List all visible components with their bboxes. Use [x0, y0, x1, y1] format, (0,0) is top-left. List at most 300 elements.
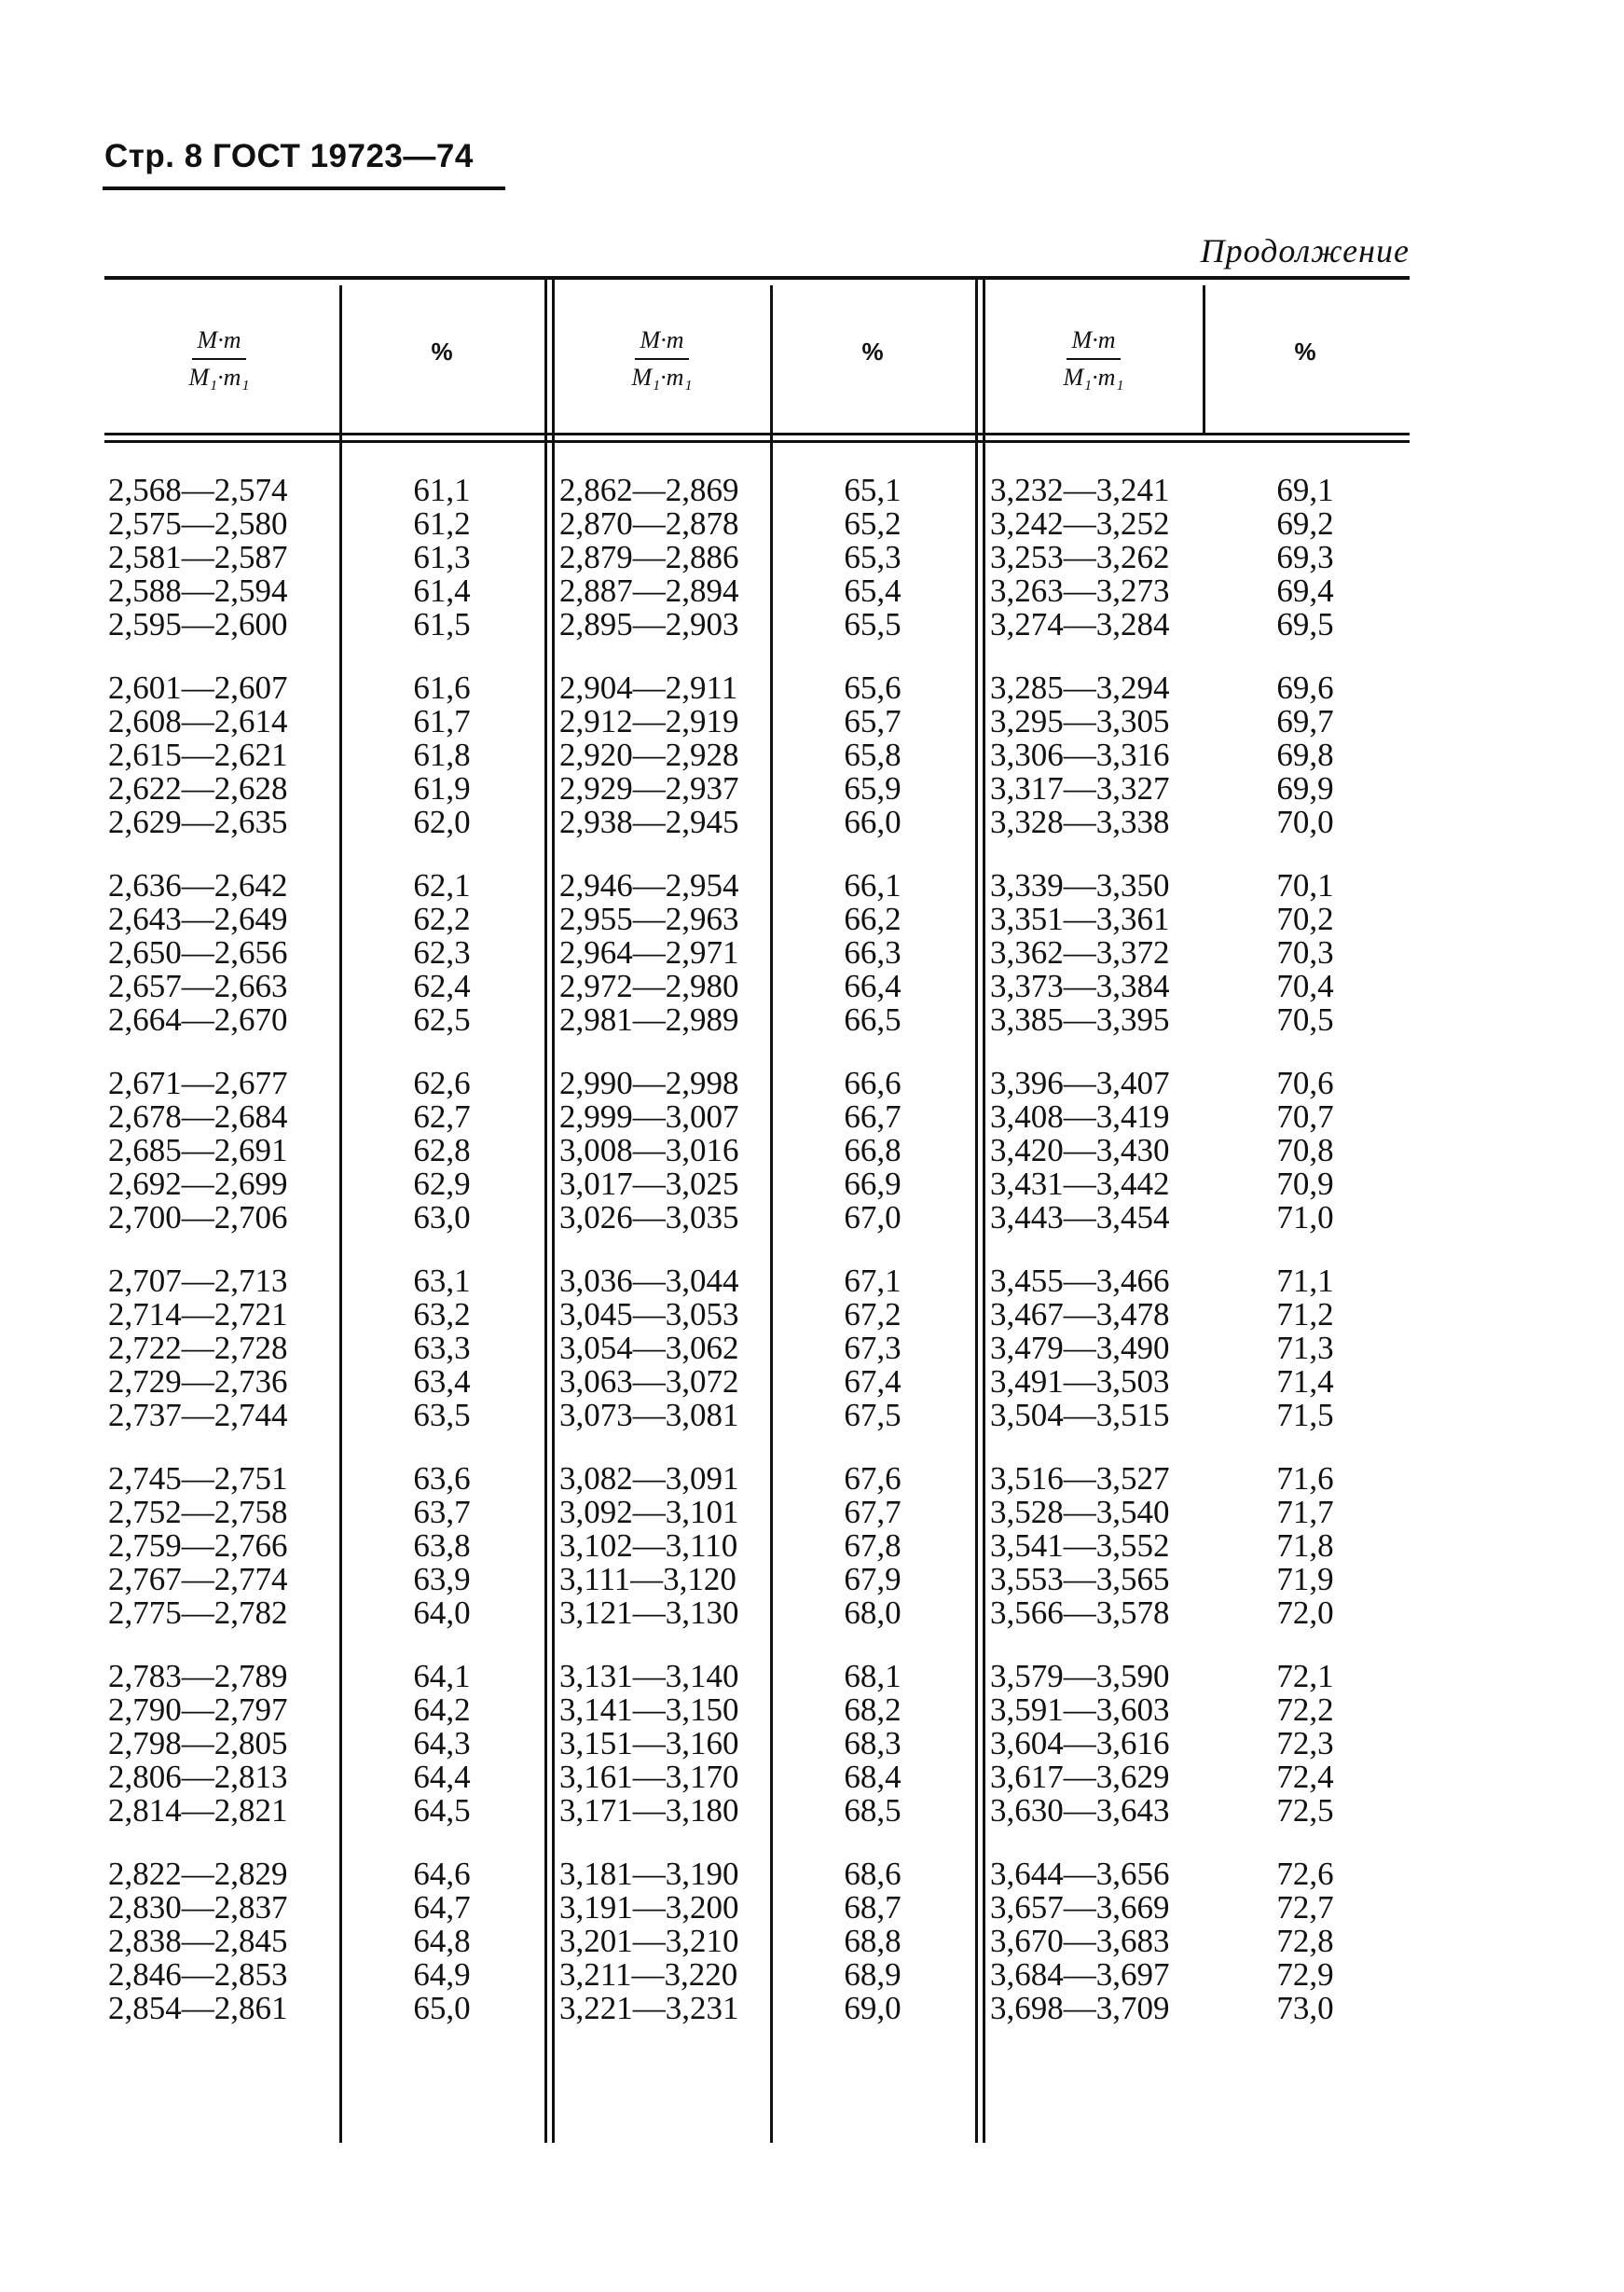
percent-cell: 73,0	[1276, 1990, 1334, 2026]
percent-cell: 67,2	[844, 1296, 901, 1332]
percent-cell: 69,6	[1276, 670, 1334, 706]
percent-cell: 67,7	[844, 1494, 901, 1530]
percent-cell: 62,3	[413, 934, 471, 971]
row-group	[990, 474, 1223, 642]
ratio-denominator: M₁·m₁	[1063, 364, 1124, 391]
row-group	[386, 1264, 498, 1432]
percent-cell: 66,2	[844, 901, 901, 937]
continuation-label: Продолжение	[1200, 232, 1410, 269]
row-group	[386, 1660, 498, 1828]
percent-cell: 65,4	[844, 573, 901, 609]
ratio-range-cell: 3,008—3,016	[559, 1132, 739, 1168]
percent-cell: 72,9	[1276, 1956, 1334, 1993]
ratio-range-cell: 2,678—2,684	[108, 1098, 288, 1135]
header-rule	[103, 186, 505, 190]
row-group	[559, 1660, 792, 1828]
ratio-range-cell: 3,644—3,656	[990, 1856, 1170, 1892]
percent-cell: 61,6	[413, 670, 471, 706]
percent-cell: 68,5	[844, 1792, 901, 1829]
percent-cell: 66,1	[844, 867, 901, 904]
percent-cell: 70,0	[1276, 804, 1334, 840]
ratio-range-cell: 2,830—2,837	[108, 1889, 288, 1926]
percent-cell: 65,5	[844, 606, 901, 642]
percent-cell: 65,8	[844, 737, 901, 773]
ratio-range-cell: 2,745—2,751	[108, 1460, 288, 1497]
row-group	[817, 1264, 929, 1432]
column-header-percent: %	[431, 338, 453, 366]
percent-cell: 67,8	[844, 1527, 901, 1564]
percent-cell: 70,4	[1276, 968, 1334, 1004]
row-group	[559, 1462, 792, 1630]
percent-cell: 61,4	[413, 573, 471, 609]
row-group	[1249, 1264, 1361, 1432]
row-group	[1249, 1067, 1361, 1235]
percent-cell: 69,3	[1276, 539, 1334, 575]
ratio-range-cell: 2,981—2,989	[559, 1001, 739, 1038]
ratio-range-cell: 2,595—2,600	[108, 606, 288, 642]
ratio-numerator: M·m	[192, 326, 247, 360]
ratio-range-cell: 3,479—3,490	[990, 1330, 1170, 1366]
percent-cell: 69,8	[1276, 737, 1334, 773]
ratio-range-cell: 3,054—3,062	[559, 1330, 739, 1366]
ratio-range-cell: 3,516—3,527	[990, 1460, 1170, 1497]
ratio-range-cell: 3,111—3,120	[559, 1561, 736, 1597]
row-group	[990, 1857, 1223, 2025]
header-bottom-rule-double	[104, 440, 1410, 443]
ratio-range-cell: 3,684—3,697	[990, 1956, 1170, 1993]
percent-cell: 63,8	[413, 1527, 471, 1564]
ratio-range-cell: 3,657—3,669	[990, 1889, 1170, 1926]
ratio-range-cell: 3,698—3,709	[990, 1990, 1170, 2026]
percent-cell: 69,7	[1276, 703, 1334, 739]
ratio-range-cell: 2,838—2,845	[108, 1923, 288, 1959]
percent-cell: 66,6	[844, 1065, 901, 1101]
percent-cell: 67,4	[844, 1363, 901, 1400]
percent-cell: 62,4	[413, 968, 471, 1004]
ratio-range-cell: 2,650—2,656	[108, 934, 288, 971]
percent-cell: 68,6	[844, 1856, 901, 1892]
percent-cell: 68,9	[844, 1956, 901, 1993]
percent-column	[386, 474, 498, 2055]
row-group	[817, 1462, 929, 1630]
ratio-range-cell: 2,798—2,805	[108, 1725, 288, 1761]
ratio-range-cell: 2,685—2,691	[108, 1132, 288, 1168]
ratio-range-cell: 2,814—2,821	[108, 1792, 288, 1829]
percent-cell: 72,0	[1276, 1595, 1334, 1631]
ratio-range-cell: 3,373—3,384	[990, 968, 1170, 1004]
percent-cell: 71,6	[1276, 1460, 1334, 1497]
percent-cell: 65,0	[413, 1990, 471, 2026]
percent-cell: 63,2	[413, 1296, 471, 1332]
percent-cell: 63,6	[413, 1460, 471, 1497]
header-bottom-rule	[104, 433, 1410, 435]
ratio-range-cell: 3,274—3,284	[990, 606, 1170, 642]
ratio-range-cell: 3,630—3,643	[990, 1792, 1170, 1829]
percent-cell: 64,9	[413, 1956, 471, 1993]
percent-cell: 68,4	[844, 1759, 901, 1795]
percent-cell: 66,9	[844, 1166, 901, 1202]
ratio-range-cell: 2,601—2,607	[108, 670, 288, 706]
percent-cell: 68,3	[844, 1725, 901, 1761]
ratio-range-cell: 2,946—2,954	[559, 867, 739, 904]
ratio-range-cell: 2,615—2,621	[108, 737, 288, 773]
ratio-range-cell: 2,581—2,587	[108, 539, 288, 575]
percent-cell: 67,3	[844, 1330, 901, 1366]
column-header-percent: %	[1294, 338, 1316, 366]
percent-cell: 67,5	[844, 1397, 901, 1433]
percent-cell: 71,9	[1276, 1561, 1334, 1597]
row-group	[1249, 869, 1361, 1037]
column-divider	[1203, 285, 1205, 435]
row-group	[1249, 1462, 1361, 1630]
ratio-range-cell: 3,141—3,150	[559, 1691, 739, 1728]
percent-cell: 70,8	[1276, 1132, 1334, 1168]
ratio-range-cell: 2,714—2,721	[108, 1296, 288, 1332]
group-divider	[552, 280, 555, 2143]
table-top-rule	[104, 276, 1410, 280]
percent-cell: 72,3	[1276, 1725, 1334, 1761]
ratio-range-cell: 3,102—3,110	[559, 1527, 738, 1564]
percent-cell: 65,6	[844, 670, 901, 706]
ratio-range-cell: 3,420—3,430	[990, 1132, 1170, 1168]
ratio-range-cell: 2,904—2,911	[559, 670, 738, 706]
percent-cell: 65,2	[844, 505, 901, 542]
ratio-range-cell: 2,700—2,706	[108, 1199, 288, 1236]
ratio-range-cell: 3,191—3,200	[559, 1889, 739, 1926]
ratio-range-cell: 2,636—2,642	[108, 867, 288, 904]
ratio-range-cell: 2,955—2,963	[559, 901, 739, 937]
percent-cell: 63,3	[413, 1330, 471, 1366]
percent-cell: 61,1	[413, 472, 471, 508]
ratio-range-cell: 2,990—2,998	[559, 1065, 739, 1101]
ratio-range-cell: 2,806—2,813	[108, 1759, 288, 1795]
ratio-range-cell: 3,253—3,262	[990, 539, 1170, 575]
row-group	[108, 1462, 341, 1630]
row-group	[559, 869, 792, 1037]
row-group	[1249, 1857, 1361, 2025]
ratio-range-cell: 3,201—3,210	[559, 1923, 739, 1959]
percent-cell: 67,0	[844, 1199, 901, 1236]
ratio-range-cell: 3,092—3,101	[559, 1494, 739, 1530]
percent-column	[1249, 474, 1361, 2055]
percent-cell: 61,9	[413, 770, 471, 807]
ratio-range-cell: 2,999—3,007	[559, 1098, 739, 1135]
percent-cell: 70,1	[1276, 867, 1334, 904]
row-group	[386, 1462, 498, 1630]
ratio-range-cell: 3,285—3,294	[990, 670, 1170, 706]
page-header	[104, 138, 474, 175]
row-group	[1249, 1660, 1361, 1828]
percent-cell: 63,7	[413, 1494, 471, 1530]
row-group	[108, 1660, 341, 1828]
ratio-range-cell: 3,491—3,503	[990, 1363, 1170, 1400]
percent-cell: 72,8	[1276, 1923, 1334, 1959]
percent-cell: 69,9	[1276, 770, 1334, 807]
percent-cell: 68,0	[844, 1595, 901, 1631]
ratio-range-cell: 3,171—3,180	[559, 1792, 739, 1829]
row-group	[990, 1462, 1223, 1630]
percent-cell: 62,2	[413, 901, 471, 937]
ratio-range-cell: 3,351—3,361	[990, 901, 1170, 937]
percent-cell: 66,0	[844, 804, 901, 840]
ratio-range-cell: 3,566—3,578	[990, 1595, 1170, 1631]
percent-cell: 61,2	[413, 505, 471, 542]
ratio-denominator: M₁·m₁	[188, 364, 250, 391]
percent-cell: 62,0	[413, 804, 471, 840]
percent-cell: 71,1	[1276, 1263, 1334, 1299]
percent-cell: 64,2	[413, 1691, 471, 1728]
ratio-range-cell: 3,604—3,616	[990, 1725, 1170, 1761]
ratio-range-column	[990, 474, 1223, 2055]
ratio-range-cell: 3,242—3,252	[990, 505, 1170, 542]
ratio-range-cell: 2,775—2,782	[108, 1595, 288, 1631]
ratio-range-cell: 3,528—3,540	[990, 1494, 1170, 1530]
ratio-range-column	[108, 474, 341, 2055]
ratio-range-cell: 2,929—2,937	[559, 770, 739, 807]
percent-cell: 72,4	[1276, 1759, 1334, 1795]
row-group	[559, 671, 792, 839]
percent-cell: 69,5	[1276, 606, 1334, 642]
row-group	[108, 1857, 341, 2025]
ratio-denominator: M₁·m₁	[631, 364, 693, 391]
percent-cell: 72,2	[1276, 1691, 1334, 1728]
percent-cell: 71,8	[1276, 1527, 1334, 1564]
column-header-percent: %	[861, 338, 884, 366]
percent-cell: 62,1	[413, 867, 471, 904]
percent-cell: 71,5	[1276, 1397, 1334, 1433]
ratio-range-cell: 3,181—3,190	[559, 1856, 739, 1892]
ratio-range-cell: 2,920—2,928	[559, 737, 739, 773]
ratio-range-cell: 3,455—3,466	[990, 1263, 1170, 1299]
ratio-range-cell: 2,964—2,971	[559, 934, 739, 971]
percent-cell: 65,1	[844, 472, 901, 508]
ratio-range-cell: 2,879—2,886	[559, 539, 739, 575]
percent-cell: 63,9	[413, 1561, 471, 1597]
ratio-range-cell: 3,328—3,338	[990, 804, 1170, 840]
percent-cell: 72,7	[1276, 1889, 1334, 1926]
ratio-range-cell: 2,664—2,670	[108, 1001, 288, 1038]
ratio-range-cell: 2,790—2,797	[108, 1691, 288, 1728]
ratio-range-cell: 3,317—3,327	[990, 770, 1170, 807]
percent-cell: 69,2	[1276, 505, 1334, 542]
percent-cell: 64,1	[413, 1658, 471, 1694]
ratio-range-cell: 2,643—2,649	[108, 901, 288, 937]
ratio-range-cell: 2,707—2,713	[108, 1263, 288, 1299]
percent-cell: 72,6	[1276, 1856, 1334, 1892]
percent-cell: 65,3	[844, 539, 901, 575]
percent-cell: 61,3	[413, 539, 471, 575]
percent-cell: 64,0	[413, 1595, 471, 1631]
ratio-range-cell: 3,408—3,419	[990, 1098, 1170, 1135]
ratio-range-cell: 2,846—2,853	[108, 1956, 288, 1993]
percent-cell: 61,7	[413, 703, 471, 739]
percent-cell: 66,8	[844, 1132, 901, 1168]
ratio-range-cell: 3,131—3,140	[559, 1658, 739, 1694]
ratio-range-cell: 2,729—2,736	[108, 1363, 288, 1400]
percent-cell: 70,5	[1276, 1001, 1334, 1038]
ratio-numerator: M·m	[1067, 326, 1122, 360]
row-group	[990, 671, 1223, 839]
ratio-range-cell: 3,541—3,552	[990, 1527, 1170, 1564]
percent-cell: 62,5	[413, 1001, 471, 1038]
ratio-range-cell: 3,504—3,515	[990, 1397, 1170, 1433]
percent-cell: 65,9	[844, 770, 901, 807]
row-group	[386, 1857, 498, 2025]
percent-cell: 67,6	[844, 1460, 901, 1497]
percent-cell: 63,5	[413, 1397, 471, 1433]
percent-cell: 71,7	[1276, 1494, 1334, 1530]
ratio-range-cell: 3,295—3,305	[990, 703, 1170, 739]
percent-cell: 70,6	[1276, 1065, 1334, 1101]
ratio-range-cell: 3,443—3,454	[990, 1199, 1170, 1236]
column-header-ratio	[559, 308, 764, 410]
ratio-range-column	[559, 474, 792, 2055]
percent-cell: 69,1	[1276, 472, 1334, 508]
row-group	[817, 1067, 929, 1235]
ratio-range-cell: 3,017—3,025	[559, 1166, 739, 1202]
row-group	[386, 1067, 498, 1235]
percent-cell: 68,7	[844, 1889, 901, 1926]
ratio-range-cell: 3,396—3,407	[990, 1065, 1170, 1101]
percent-cell: 68,1	[844, 1658, 901, 1694]
column-header-ratio	[112, 308, 326, 410]
ratio-range-cell: 3,579—3,590	[990, 1658, 1170, 1694]
row-group	[990, 1264, 1223, 1432]
ratio-range-cell: 3,121—3,130	[559, 1595, 739, 1631]
percent-cell: 61,8	[413, 737, 471, 773]
ratio-numerator: M·m	[635, 326, 690, 360]
percent-cell: 68,8	[844, 1923, 901, 1959]
percent-cell: 64,6	[413, 1856, 471, 1892]
ratio-range-cell: 2,783—2,789	[108, 1658, 288, 1694]
row-group	[108, 671, 341, 839]
percent-cell: 70,2	[1276, 901, 1334, 937]
ratio-range-cell: 3,045—3,053	[559, 1296, 739, 1332]
percent-cell: 62,9	[413, 1166, 471, 1202]
ratio-range-cell: 2,895—2,903	[559, 606, 739, 642]
ratio-range-cell: 2,588—2,594	[108, 573, 288, 609]
row-group	[108, 474, 341, 642]
ratio-range-cell: 3,151—3,160	[559, 1725, 739, 1761]
percent-cell: 63,0	[413, 1199, 471, 1236]
percent-cell: 64,3	[413, 1725, 471, 1761]
percent-cell: 71,3	[1276, 1330, 1334, 1366]
column-header-ratio	[990, 308, 1197, 410]
row-group	[386, 474, 498, 642]
row-group	[817, 869, 929, 1037]
row-group	[108, 1264, 341, 1432]
ratio-range-cell: 3,385—3,395	[990, 1001, 1170, 1038]
ratio-range-cell: 3,161—3,170	[559, 1759, 739, 1795]
ratio-range-cell: 3,617—3,629	[990, 1759, 1170, 1795]
percent-cell: 66,3	[844, 934, 901, 971]
ratio-range-cell: 2,568—2,574	[108, 472, 288, 508]
ratio-range-cell: 3,026—3,035	[559, 1199, 739, 1236]
percent-cell: 71,0	[1276, 1199, 1334, 1236]
row-group	[817, 474, 929, 642]
row-group	[559, 1857, 792, 2025]
ratio-range-cell: 2,822—2,829	[108, 1856, 288, 1892]
ratio-range-cell: 2,862—2,869	[559, 472, 739, 508]
ratio-range-cell: 2,737—2,744	[108, 1397, 288, 1433]
percent-cell: 71,4	[1276, 1363, 1334, 1400]
percent-cell: 64,4	[413, 1759, 471, 1795]
ratio-range-cell: 2,938—2,945	[559, 804, 739, 840]
ratio-range-cell: 2,759—2,766	[108, 1527, 288, 1564]
percent-cell: 66,4	[844, 968, 901, 1004]
row-group	[990, 869, 1223, 1037]
ratio-range-cell: 3,263—3,273	[990, 573, 1170, 609]
ratio-range-cell: 3,063—3,072	[559, 1363, 739, 1400]
group-divider	[975, 280, 978, 2143]
ratio-range-cell: 3,339—3,350	[990, 867, 1170, 904]
ratio-range-cell: 3,082—3,091	[559, 1460, 739, 1497]
standard-number: ГОСТ 19723—74	[212, 138, 474, 174]
percent-cell: 70,7	[1276, 1098, 1334, 1135]
row-group	[108, 1067, 341, 1235]
ratio-range-cell: 3,670—3,683	[990, 1923, 1170, 1959]
ratio-range-cell: 3,073—3,081	[559, 1397, 739, 1433]
percent-cell: 68,2	[844, 1691, 901, 1728]
ratio-range-cell: 2,887—2,894	[559, 573, 739, 609]
row-group	[386, 869, 498, 1037]
row-group	[817, 671, 929, 839]
row-group	[817, 1857, 929, 2025]
ratio-range-cell: 2,722—2,728	[108, 1330, 288, 1366]
ratio-range-cell: 3,591—3,603	[990, 1691, 1170, 1728]
ratio-range-cell: 3,553—3,565	[990, 1561, 1170, 1597]
percent-cell: 62,6	[413, 1065, 471, 1101]
ratio-range-cell: 2,629—2,635	[108, 804, 288, 840]
ratio-range-cell: 2,972—2,980	[559, 968, 739, 1004]
ratio-range-cell: 2,912—2,919	[559, 703, 739, 739]
ratio-range-cell: 2,767—2,774	[108, 1561, 288, 1597]
percent-cell: 69,4	[1276, 573, 1334, 609]
row-group	[1249, 474, 1361, 642]
ratio-range-cell: 3,036—3,044	[559, 1263, 739, 1299]
percent-cell: 64,5	[413, 1792, 471, 1829]
percent-cell: 62,7	[413, 1098, 471, 1135]
ratio-range-cell: 3,431—3,442	[990, 1166, 1170, 1202]
percent-cell: 61,5	[413, 606, 471, 642]
row-group	[108, 869, 341, 1037]
percent-cell: 63,1	[413, 1263, 471, 1299]
percent-cell: 67,9	[844, 1561, 901, 1597]
ratio-range-cell: 3,467—3,478	[990, 1296, 1170, 1332]
ratio-range-cell: 2,854—2,861	[108, 1990, 288, 2026]
row-group	[817, 1660, 929, 1828]
percent-cell: 66,5	[844, 1001, 901, 1038]
ratio-range-cell: 3,362—3,372	[990, 934, 1170, 971]
ratio-range-cell: 3,211—3,220	[559, 1956, 738, 1993]
row-group	[990, 1067, 1223, 1235]
row-group	[559, 1067, 792, 1235]
ratio-range-cell: 3,306—3,316	[990, 737, 1170, 773]
ratio-range-cell: 2,752—2,758	[108, 1494, 288, 1530]
percent-cell: 72,1	[1276, 1658, 1334, 1694]
group-divider	[983, 280, 985, 2143]
ratio-range-cell: 2,622—2,628	[108, 770, 288, 807]
percent-cell: 67,1	[844, 1263, 901, 1299]
ratio-range-cell: 3,221—3,231	[559, 1990, 739, 2026]
percent-cell: 64,7	[413, 1889, 471, 1926]
ratio-range-cell: 2,671—2,677	[108, 1065, 288, 1101]
page-label: Стр. 8	[104, 138, 203, 174]
percent-cell: 62,8	[413, 1132, 471, 1168]
percent-cell: 72,5	[1276, 1792, 1334, 1829]
percent-cell: 63,4	[413, 1363, 471, 1400]
percent-cell: 64,8	[413, 1923, 471, 1959]
